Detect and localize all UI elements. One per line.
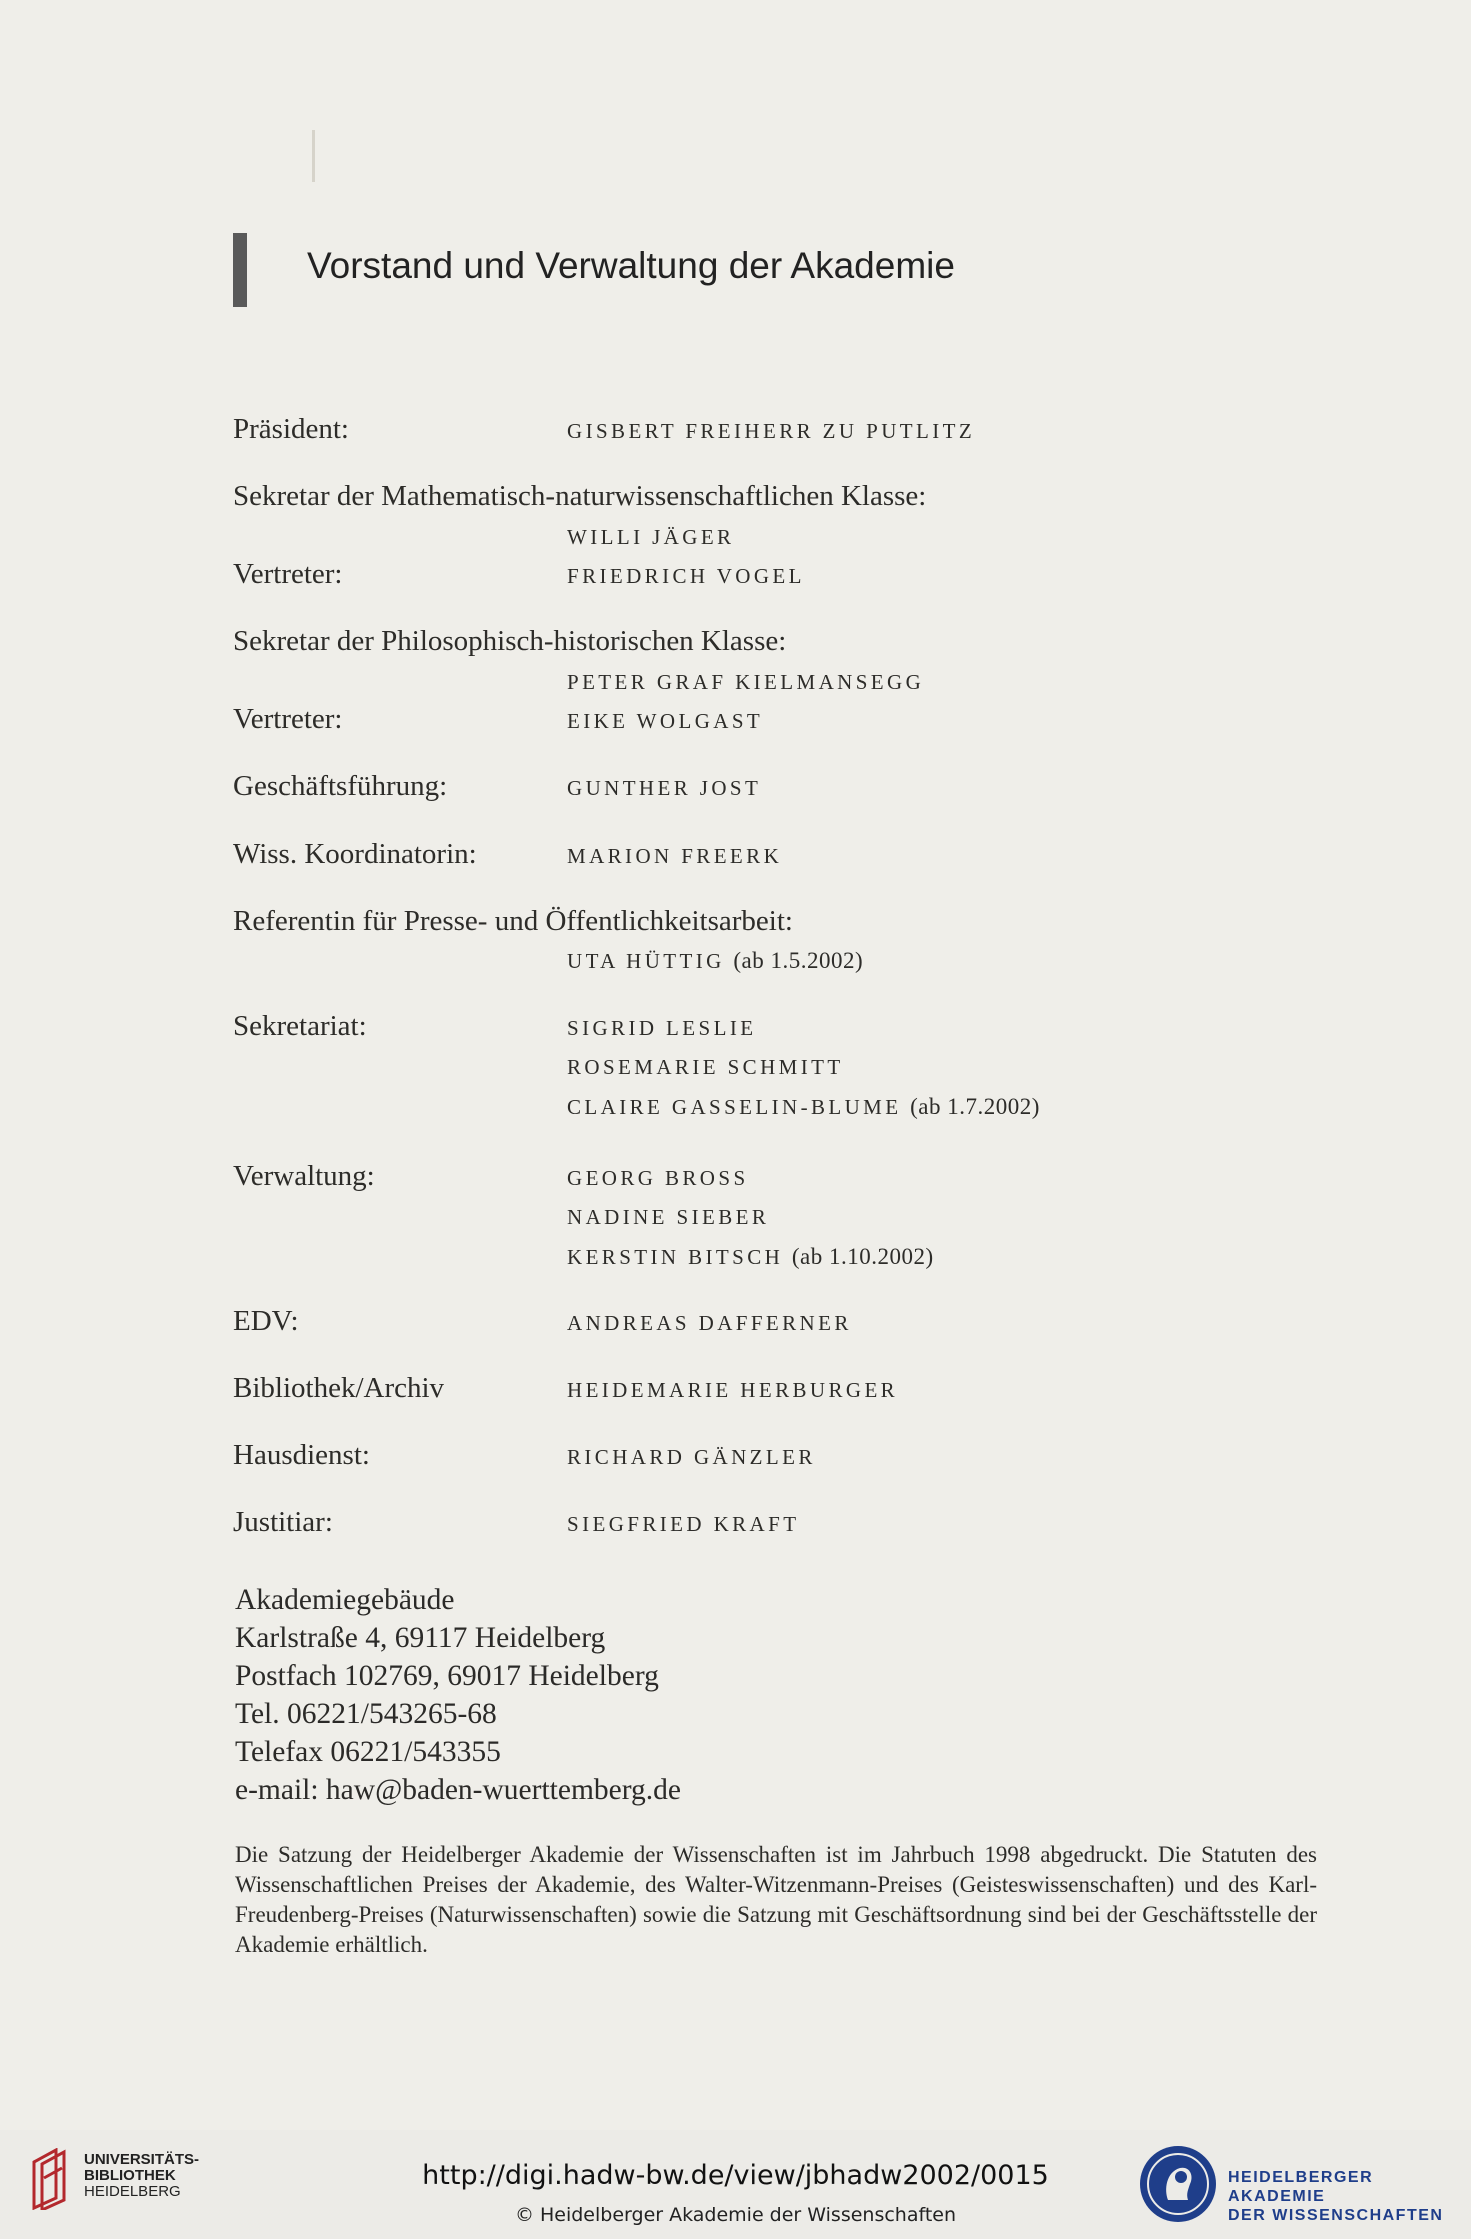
address-line-street: Karlstraße 4, 69117 Heidelberg <box>235 1622 606 1654</box>
footer-bar <box>0 2130 1471 2239</box>
ub-line-3: HEIDELBERG <box>84 2183 181 2200</box>
row-label-justitiar: Justitiar: <box>233 1506 333 1538</box>
row-name-vertreter-phil: EIKE WOLGAST <box>567 709 764 733</box>
row-label-koordinatorin: Wiss. Koordinatorin: <box>233 838 477 870</box>
row-name-referentin: UTA HÜTTIG (ab 1.5.2002) <box>567 948 864 973</box>
row-name-sekretar-phil: PETER GRAF KIELMANSEGG <box>567 670 925 694</box>
row-name-hausdienst: RICHARD GÄNZLER <box>567 1445 816 1469</box>
row-label-geschaeftsfuehrung: Geschäftsführung: <box>233 770 448 802</box>
address-line-building: Akademiegebäude <box>235 1584 455 1616</box>
row-label-bibliothek: Bibliothek/Archiv <box>233 1372 445 1404</box>
row-name-sekretar-math: WILLI JÄGER <box>567 525 735 549</box>
ub-line-1: UNIVERSITÄTS- <box>84 2151 200 2168</box>
section-marker-bar <box>233 233 247 307</box>
academy-line-1: HEIDELBERGER AKADEMIE <box>1228 2169 1374 2205</box>
bleed-through-bar <box>312 130 315 182</box>
address-line-postbox: Postfach 102769, 69017 Heidelberg <box>235 1660 659 1692</box>
row-label-hausdienst: Hausdienst: <box>233 1439 370 1471</box>
address-line-fax: Telefax 06221/543355 <box>235 1736 501 1768</box>
academy-seal-logo-icon[interactable] <box>1136 2142 1220 2226</box>
row-name-verwaltung-1: GEORG BROSS <box>567 1166 749 1190</box>
ub-line-2: BIBLIOTHEK <box>84 2167 176 2184</box>
row-name-sekretariat-1: SIGRID LESLIE <box>567 1016 757 1040</box>
address-line-phone: Tel. 06221/543265-68 <box>235 1698 497 1730</box>
row-name-justitiar: SIEGFRIED KRAFT <box>567 1512 800 1536</box>
row-label-sekretariat: Sekretariat: <box>233 1010 367 1042</box>
row-name-verwaltung-3: KERSTIN BITSCH (ab 1.10.2002) <box>567 1244 934 1269</box>
row-name-sekretariat-3: CLAIRE GASSELIN-BLUME (ab 1.7.2002) <box>567 1094 1040 1119</box>
academy-line-2: DER WISSENSCHAFTEN <box>1228 2207 1444 2224</box>
row-label-referentin: Referentin für Presse- und Öffentlichkeitsarbeit: <box>233 905 793 937</box>
row-name-bibliothek: HEIDEMARIE HERBURGER <box>567 1378 899 1402</box>
address-line-email: e-mail: haw@baden-wuerttemberg.de <box>235 1774 682 1806</box>
row-name-edv: ANDREAS DAFFERNER <box>567 1311 852 1335</box>
row-label-edv: EDV: <box>233 1305 299 1337</box>
row-name-geschaeftsfuehrung: GUNTHER JOST <box>567 776 762 800</box>
row-label-vertreter-phil: Vertreter: <box>233 703 343 735</box>
page-title: Vorstand und Verwaltung der Akademie <box>307 245 955 286</box>
row-label-verwaltung: Verwaltung: <box>233 1160 375 1192</box>
row-label-sekretar-math: Sekretar der Mathematisch-naturwissenschaftlichen Klasse: <box>233 480 927 512</box>
academy-label[interactable] <box>1228 2168 1471 2225</box>
copyright-notice: © Heidelberger Akademie der Wissenschaften <box>514 2204 957 2226</box>
row-name-koordinatorin: MARION FREERK <box>567 844 783 868</box>
row-name-vertreter-math: FRIEDRICH VOGEL <box>567 564 805 588</box>
statutes-notice: Die Satzung der Heidelberger Akademie der Wissenschaften ist im Jahrbuch 1998 abgedruckt. Die Statuten des Wissenschaftlichen Preises der Akademie, des Walter-Witzenmann-Preises (Geisteswissenschaften) und des Karl-Freudenberg-Preises (Naturwissenschaften) sowie die Satzung mit Geschäftsordnung sind bei der Geschäftsstelle der Akademie erhältlich. <box>235 1842 1317 1957</box>
row-label-vertreter-math: Vertreter: <box>233 558 343 590</box>
row-name-praesident: GISBERT FREIHERR ZU PUTLITZ <box>567 419 976 443</box>
row-label-sekretar-phil: Sekretar der Philosophisch-historischen Klasse: <box>233 625 787 657</box>
row-name-verwaltung-2: NADINE SIEBER <box>567 1205 770 1229</box>
row-name-sekretariat-2: ROSEMARIE SCHMITT <box>567 1055 844 1079</box>
row-label-praesident: Präsident: <box>233 413 349 445</box>
permalink-url[interactable]: http://digi.hadw-bw.de/view/jbhadw2002/0015 <box>422 2160 1049 2191</box>
